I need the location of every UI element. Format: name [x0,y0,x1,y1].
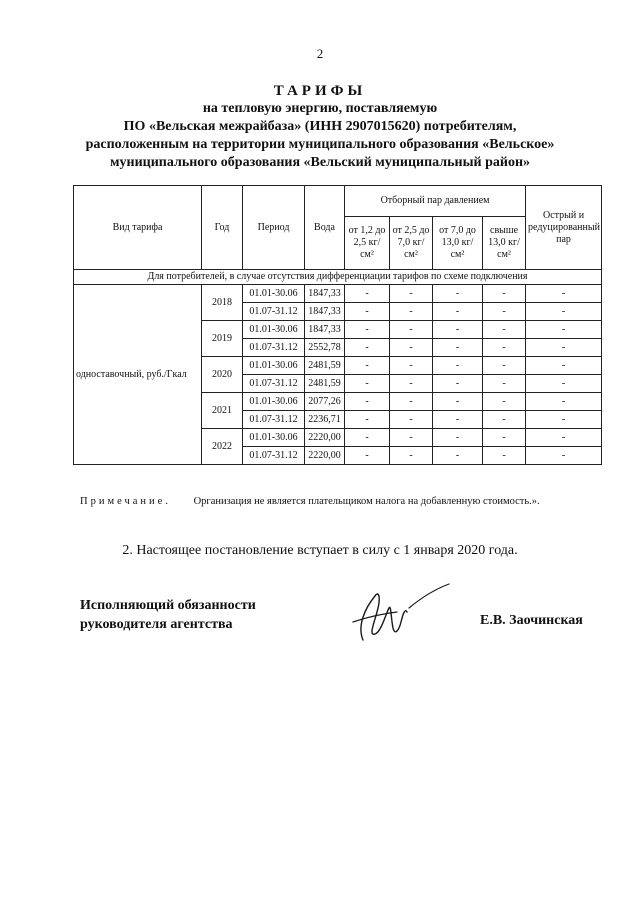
header-steam-4: свыше 13,0 кг/см² [483,217,526,270]
steam-cell: - [345,321,390,339]
steam-cell: - [390,429,433,447]
water-cell: 1847,33 [305,285,345,303]
title-line: ПО «Вельская межрайбаза» (ИНН 2907015620) потребителям, [123,119,517,134]
header-steam-group: Отборный пар давлением [345,186,526,217]
steam-cell: - [433,303,483,321]
steam-cell: - [390,393,433,411]
steam-cell: - [390,303,433,321]
sharp-steam-cell: - [526,303,602,321]
steam-cell: - [433,447,483,465]
steam-cell: - [433,339,483,357]
period-cell: 01.07-31.12 [243,303,305,321]
handwritten-signature [345,578,455,648]
header-tariff-type: Вид тарифа [74,186,202,270]
period-cell: 01.01-30.06 [243,285,305,303]
steam-cell: - [345,357,390,375]
period-cell: 01.01-30.06 [243,321,305,339]
period-cell: 01.01-30.06 [243,393,305,411]
header-steam-1: от 1,2 до 2,5 кг/см² [345,217,390,270]
steam-cell: - [483,411,526,429]
steam-cell: - [483,303,526,321]
year-cell: 2022 [202,429,243,465]
water-cell: 2552,78 [305,339,345,357]
document-title [40,82,600,172]
steam-cell: - [390,375,433,393]
header-year: Год [202,186,243,270]
steam-cell: - [390,321,433,339]
steam-cell: - [390,285,433,303]
steam-cell: - [483,339,526,357]
year-cell: 2021 [202,393,243,429]
sharp-steam-cell: - [526,339,602,357]
steam-cell: - [483,285,526,303]
sharp-steam-cell: - [526,285,602,303]
steam-cell: - [433,285,483,303]
steam-cell: - [390,447,433,465]
steam-cell: - [433,411,483,429]
title-line: муниципального образования «Вельский муниципальный район» [109,155,531,170]
page-number: 2 [316,46,324,61]
year-cell: 2019 [202,321,243,357]
steam-cell: - [483,393,526,411]
steam-cell: - [483,321,526,339]
tariff-name: одноставочный, руб./Гкал [74,285,202,465]
header-steam-2: от 2,5 до 7,0 кг/см² [390,217,433,270]
signer-name: Е.В. Заочинская [480,613,583,628]
header-water: Вода [305,186,345,270]
tariffs-table [73,185,602,465]
title-line: на тепловую энергию, поставляемую [202,101,438,116]
period-cell: 01.07-31.12 [243,447,305,465]
period-cell: 01.07-31.12 [243,411,305,429]
table-row [74,285,602,303]
header-period: Период [243,186,305,270]
sharp-steam-cell: - [526,321,602,339]
steam-cell: - [345,375,390,393]
title-line: расположенным на территории муниципального образования «Вельское» [85,137,555,152]
water-cell: 1847,33 [305,321,345,339]
steam-cell: - [345,429,390,447]
header-steam-3: от 7,0 до 13,0 кг/см² [433,217,483,270]
water-cell: 1847,33 [305,303,345,321]
sharp-steam-cell: - [526,393,602,411]
steam-cell: - [345,411,390,429]
water-cell: 2220,00 [305,429,345,447]
sharp-steam-cell: - [526,357,602,375]
signer-title-line: Исполняющий обязанности [80,598,256,613]
period-cell: 01.07-31.12 [243,375,305,393]
steam-cell: - [345,303,390,321]
sharp-steam-cell: - [526,429,602,447]
steam-cell: - [483,429,526,447]
steam-cell: - [345,393,390,411]
steam-cell: - [433,429,483,447]
decree-text: 2. Настоящее постановление вступает в силу с 1 января 2020 года. [122,543,518,558]
water-cell: 2236,71 [305,411,345,429]
period-cell: 01.01-30.06 [243,357,305,375]
period-cell: 01.07-31.12 [243,339,305,357]
steam-cell: - [433,321,483,339]
steam-cell: - [345,447,390,465]
water-cell: 2481,59 [305,375,345,393]
water-cell: 2481,59 [305,357,345,375]
sharp-steam-cell: - [526,447,602,465]
steam-cell: - [433,357,483,375]
steam-cell: - [483,375,526,393]
steam-cell: - [345,285,390,303]
sharp-steam-cell: - [526,375,602,393]
steam-cell: - [345,339,390,357]
note-text: Организация не является плательщиком налога на добавленную стоимость.». [193,496,540,507]
steam-cell: - [390,339,433,357]
note-label: Примечание. [80,496,171,507]
steam-cell: - [433,375,483,393]
signer-title-line: руководителя агентства [80,617,233,632]
steam-cell: - [483,447,526,465]
steam-cell: - [390,411,433,429]
signer-title [80,596,256,634]
steam-cell: - [433,393,483,411]
period-cell: 01.01-30.06 [243,429,305,447]
note [80,496,540,507]
sharp-steam-cell: - [526,411,602,429]
water-cell: 2077,26 [305,393,345,411]
water-cell: 2220,00 [305,447,345,465]
year-cell: 2020 [202,357,243,393]
consumer-note: Для потребителей, в случае отсутствия дифференциации тарифов по схеме подключения [74,270,602,285]
title-main: ТАРИФЫ [273,83,367,99]
steam-cell: - [390,357,433,375]
year-cell: 2018 [202,285,243,321]
steam-cell: - [483,357,526,375]
header-sharp-steam: Острый и редуцированный пар [526,186,602,270]
